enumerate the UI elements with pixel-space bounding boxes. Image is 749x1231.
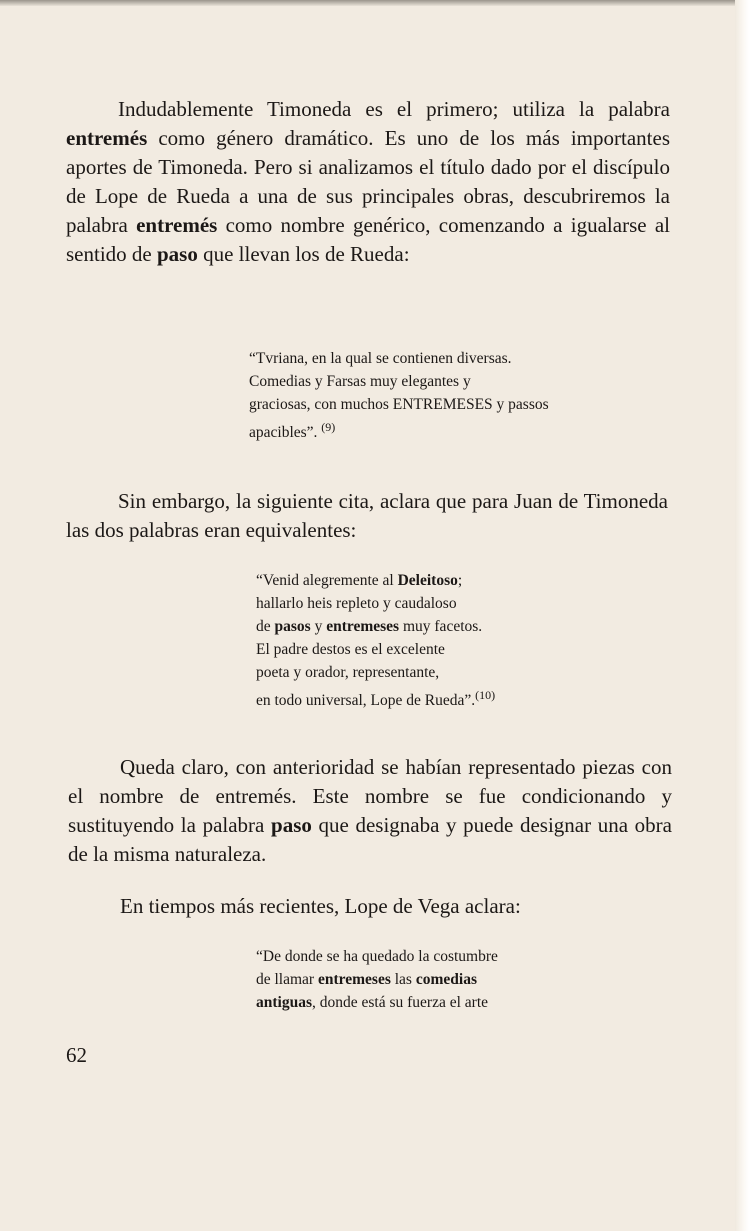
paragraph-2 — [66, 487, 668, 545]
paragraph-3-text-b: que designaba y puede designar una obra de la misma naturaleza. — [68, 813, 672, 866]
quote-1-line-4-text: apacibles”. — [249, 424, 318, 442]
quote-1-note: (9) — [321, 420, 336, 434]
quote-2-note: (10) — [475, 688, 496, 702]
quote-1 — [249, 347, 549, 444]
quote-3-line-1: “De donde se ha quedado la costumbre — [256, 948, 498, 965]
quote-1-line-4 — [249, 416, 549, 444]
quote-2-line-3-b: y — [310, 618, 327, 635]
quote-2-line-3 — [256, 615, 495, 638]
quote-3-line-2-a: de llamar — [256, 971, 318, 988]
quote-2-line-6-text: en todo universal, Lope de Rueda”. — [256, 692, 476, 710]
quote-2 — [256, 569, 495, 712]
quote-3-line-2-b: las — [390, 971, 416, 988]
quote-3-line-3 — [256, 991, 498, 1014]
quote-2-line-1-a: “Venid alegremente al — [256, 572, 398, 589]
quote-3-line-3-bold: antiguas — [256, 994, 312, 1011]
paragraph-1-bold-a: entremés — [66, 126, 148, 150]
paragraph-3 — [68, 753, 672, 869]
quote-2-line-2: hallarlo heis repleto y caudaloso — [256, 595, 457, 612]
page-number: 62 — [66, 1043, 87, 1067]
paragraph-3-bold-a: paso — [271, 813, 312, 837]
paragraph-4 — [68, 892, 672, 921]
quote-1-line-3: graciosas, con muchos ENTREMESES y passos — [249, 396, 549, 413]
paragraph-3-text-a: Queda claro, con anterioridad se habían representado piezas con el nombre de entremés. Este nombre se fue condicionando y sustituyendo la palabra — [68, 755, 672, 837]
paragraph-4-text: En tiempos más recientes, Lope de Vega aclara: — [120, 894, 521, 918]
paragraph-1 — [66, 95, 670, 269]
paragraph-1-text-b: como género dramático. Es uno de los más importantes aportes de Timoneda. Pero si analizamos el título dado por el discípulo de Lope de Rueda a una de sus principales obras, descubriremos la palabra — [66, 126, 670, 237]
paragraph-2-text: Sin embargo, la siguiente cita, aclara que para Juan de Timoneda las dos palabras eran equivalentes: — [66, 489, 668, 542]
quote-1-line-2: Comedias y Farsas muy elegantes y — [249, 373, 471, 390]
paragraph-1-bold-b: entremés — [136, 213, 218, 237]
quote-2-line-3-c: muy facetos. — [399, 618, 483, 635]
quote-2-line-3-a: de — [256, 618, 275, 635]
quote-3 — [256, 945, 498, 1014]
paragraph-1-text-c: como nombre genérico, comenzando a igualarse al sentido de — [66, 213, 671, 266]
quote-2-line-1 — [256, 569, 495, 592]
paragraph-1-text-a: Indudablemente Timoneda es el primero; utiliza la palabra — [118, 97, 670, 121]
paragraph-1-bold-c: paso — [156, 242, 198, 266]
quote-3-line-2-bold-a: entremeses — [317, 971, 391, 988]
quote-3-line-3-b: , donde está su fuerza el arte — [312, 994, 489, 1011]
page-top-edge — [0, 0, 749, 6]
quote-2-line-1-b: ; — [457, 572, 463, 589]
quote-2-line-1-bold: Deleitoso — [397, 572, 458, 589]
page-right-edge — [735, 0, 749, 1231]
paragraph-1-text-d: que llevan los de Rueda: — [197, 242, 410, 266]
quote-2-line-3-bold-a: pasos — [274, 618, 311, 635]
quote-2-line-3-bold-b: entremeses — [326, 618, 400, 635]
quote-1-line-1: “Tvriana, en la qual se contienen diversas. — [249, 350, 512, 367]
quote-2-line-6 — [256, 684, 495, 712]
quote-2-line-4: El padre destos es el excelente — [256, 641, 445, 658]
quote-3-line-2 — [256, 968, 498, 991]
quote-3-line-2-bold-b: comedias — [415, 971, 477, 988]
quote-2-line-5: poeta y orador, representante, — [256, 664, 440, 681]
